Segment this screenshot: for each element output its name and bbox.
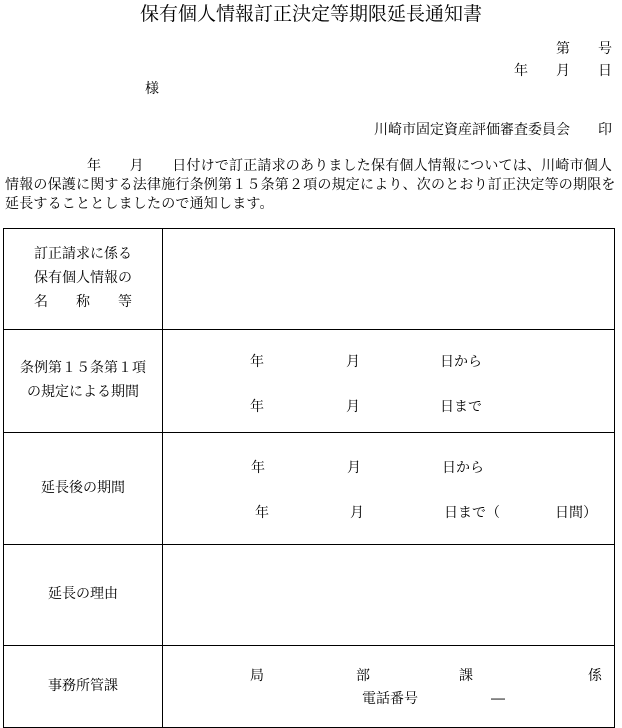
value-responsible-office[interactable] [163,646,615,728]
phone-label: 電話番号 [362,691,418,707]
label-request-subject: 訂正請求に係る 保有個人情報の 名 称 等 [4,229,163,330]
original-end-month: 月 [346,399,360,415]
info-table [3,228,615,728]
original-end-day: 日まで [440,399,482,415]
value-original-period[interactable] [163,330,615,433]
label-extension-reason: 延長の理由 [4,545,163,646]
extended-end-day: 日まで（ [444,505,500,521]
extended-start-month: 月 [347,460,361,476]
extended-start-year: 年 [251,460,265,476]
office-section: 課 [459,668,473,684]
extended-end-year: 年 [255,505,269,521]
document-title: 保有個人情報訂正決定等期限延長通知書 [139,3,482,25]
label-responsible-office: 事務所管課 [4,646,163,728]
table-row-responsible-office [4,646,615,728]
value-extension-reason[interactable] [163,545,615,646]
table-row-request-subject [4,229,615,330]
office-unit: 係 [588,668,602,684]
original-start-year: 年 [250,354,264,370]
issuer-name: 川崎市固定資産評価審査委員会 印 [374,122,612,138]
phone-separator: ― [491,691,505,707]
original-start-day: 日から [440,354,482,370]
label-original-period: 条例第１５条第１項 の規定による期間 [4,330,163,433]
extended-start-day: 日から [442,460,484,476]
notice-paragraph: 年 月 日付けで訂正請求のありました保有個人情報については、川崎市個人情報の保護に関する法律施行条例第１５条第２項の規定により、次のとおり訂正決定等の期限を延長することとしましたので通知します。 [5,158,616,212]
table-row-extended-period [4,433,615,545]
extended-end-month: 月 [350,505,364,521]
label-extended-period: 延長後の期間 [4,433,163,545]
addressee-honorific: 様 [145,81,159,97]
extended-duration-days: 日間） [555,505,597,521]
table-row-original-period [4,330,615,433]
office-department: 部 [356,668,370,684]
issue-date: 年 月 日 [514,63,612,79]
original-start-month: 月 [346,354,360,370]
document-number: 第 号 [556,41,612,57]
value-extended-period[interactable] [163,433,615,545]
table-row-extension-reason [4,545,615,646]
notice-body [5,157,619,214]
office-bureau: 局 [250,668,264,684]
original-end-year: 年 [250,399,264,415]
value-request-subject[interactable] [163,229,615,330]
